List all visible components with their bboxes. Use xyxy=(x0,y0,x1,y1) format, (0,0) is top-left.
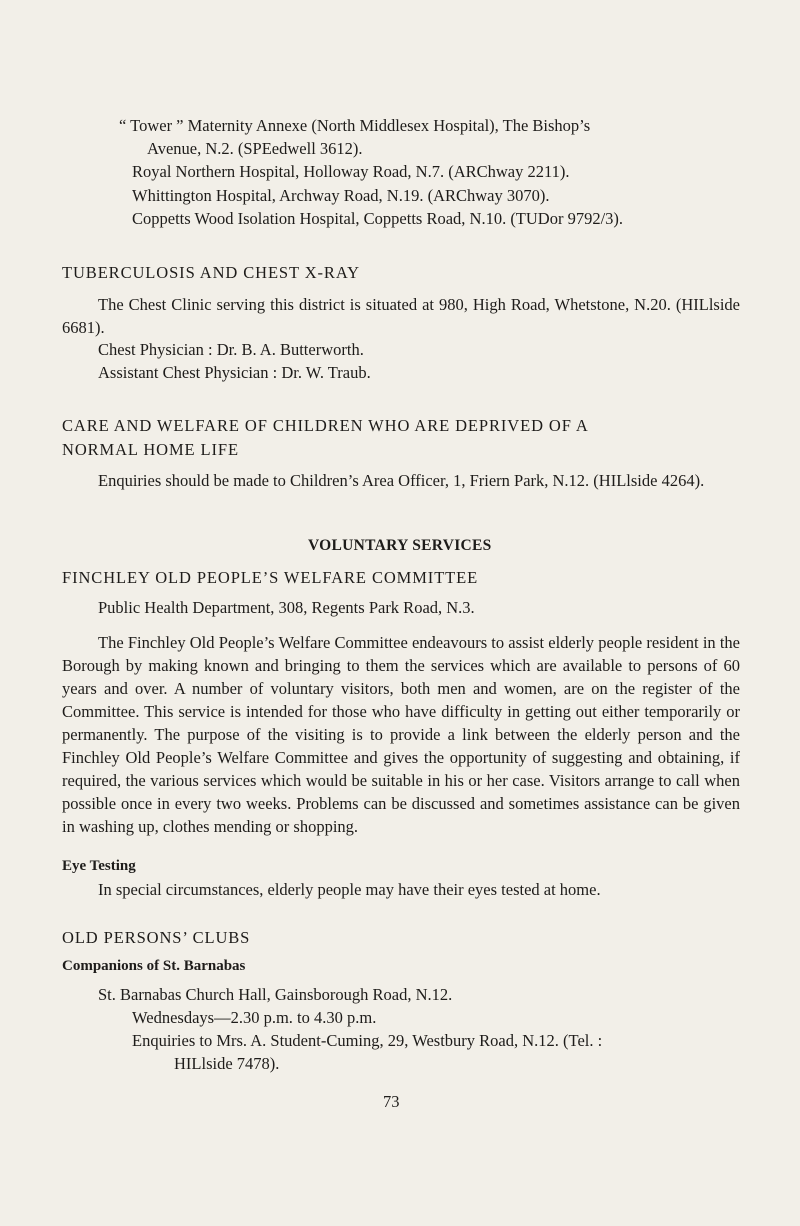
club-times: Wednesdays—2.30 p.m. to 4.30 p.m. xyxy=(132,1008,377,1027)
companions-heading: Companions of St. Barnabas xyxy=(62,958,246,974)
finchley-heading: FINCHLEY OLD PEOPLE’S WELFARE COMMITTEE xyxy=(62,568,479,587)
eye-testing-heading: Eye Testing xyxy=(62,858,136,874)
assistant-chest-physician: Assistant Chest Physician : Dr. W. Traub. xyxy=(98,363,371,382)
care-heading-line-2: NORMAL HOME LIFE xyxy=(62,440,239,459)
care-text: Enquiries should be made to Children’s Area Officer, 1, Friern Park, N.12. (HILlside 4264). xyxy=(98,471,705,490)
page-number: 73 xyxy=(383,1092,400,1111)
finchley-address: Public Health Department, 308, Regents Park Road, N.3. xyxy=(98,598,475,617)
club-venue: St. Barnabas Church Hall, Gainsborough Road, N.12. xyxy=(98,985,453,1004)
hospital-line-5: Coppetts Wood Isolation Hospital, Coppetts Road, N.10. (TUDor 9792/3). xyxy=(132,209,624,228)
tuberculosis-heading: TUBERCULOSIS AND CHEST X-RAY xyxy=(62,263,360,282)
hospital-line-1: “ Tower ” Maternity Annexe (North Middlesex Hospital), The Bishop’s xyxy=(119,116,591,135)
hospital-line-2: Avenue, N.2. (SPEedwell 3612). xyxy=(147,139,363,158)
finchley-text: The Finchley Old People’s Welfare Committee endeavours to assist elderly people resident in the Borough by making known and bringing to them the services which are available to persons of 60 years and over. A number of voluntary visitors, both men and women, are on the register of the Committee. This service is intended for those who have difficulty in getting out either temporarily or permanently. The purpose of the visiting is to provide a link between the elderly person and the Finchley Old People’s Welfare Committee and gives the opportunity of suggesting and obtaining, if required, the various services which would be suitable in his or her case. Visitors arrange to call when possible once in every two weeks. Problems can be discussed and sometimes assistance can be given in washing up, clothes mending or shopping. xyxy=(62,633,740,836)
care-heading-line-1: CARE AND WELFARE OF CHILDREN WHO ARE DEPRIVED OF A xyxy=(62,416,589,435)
hospital-line-3: Royal Northern Hospital, Holloway Road, N.7. (ARChway 2211). xyxy=(132,162,570,181)
chest-physician: Chest Physician : Dr. B. A. Butterworth. xyxy=(98,340,364,359)
eye-testing-text: In special circumstances, elderly people may have their eyes tested at home. xyxy=(98,880,601,899)
club-enquiries-line-1: Enquiries to Mrs. A. Student-Cuming, 29, Westbury Road, N.12. (Tel. : xyxy=(132,1031,603,1050)
club-enquiries-line-2: HILlside 7478). xyxy=(174,1054,280,1073)
voluntary-services-heading: VOLUNTARY SERVICES xyxy=(308,537,492,554)
hospital-line-4: Whittington Hospital, Archway Road, N.19. (ARChway 3070). xyxy=(132,186,550,205)
tuberculosis-text: The Chest Clinic serving this district is situated at 980, High Road, Whetstone, N.20. (HILlside 6681). xyxy=(62,295,740,337)
clubs-heading: OLD PERSONS’ CLUBS xyxy=(62,928,251,947)
